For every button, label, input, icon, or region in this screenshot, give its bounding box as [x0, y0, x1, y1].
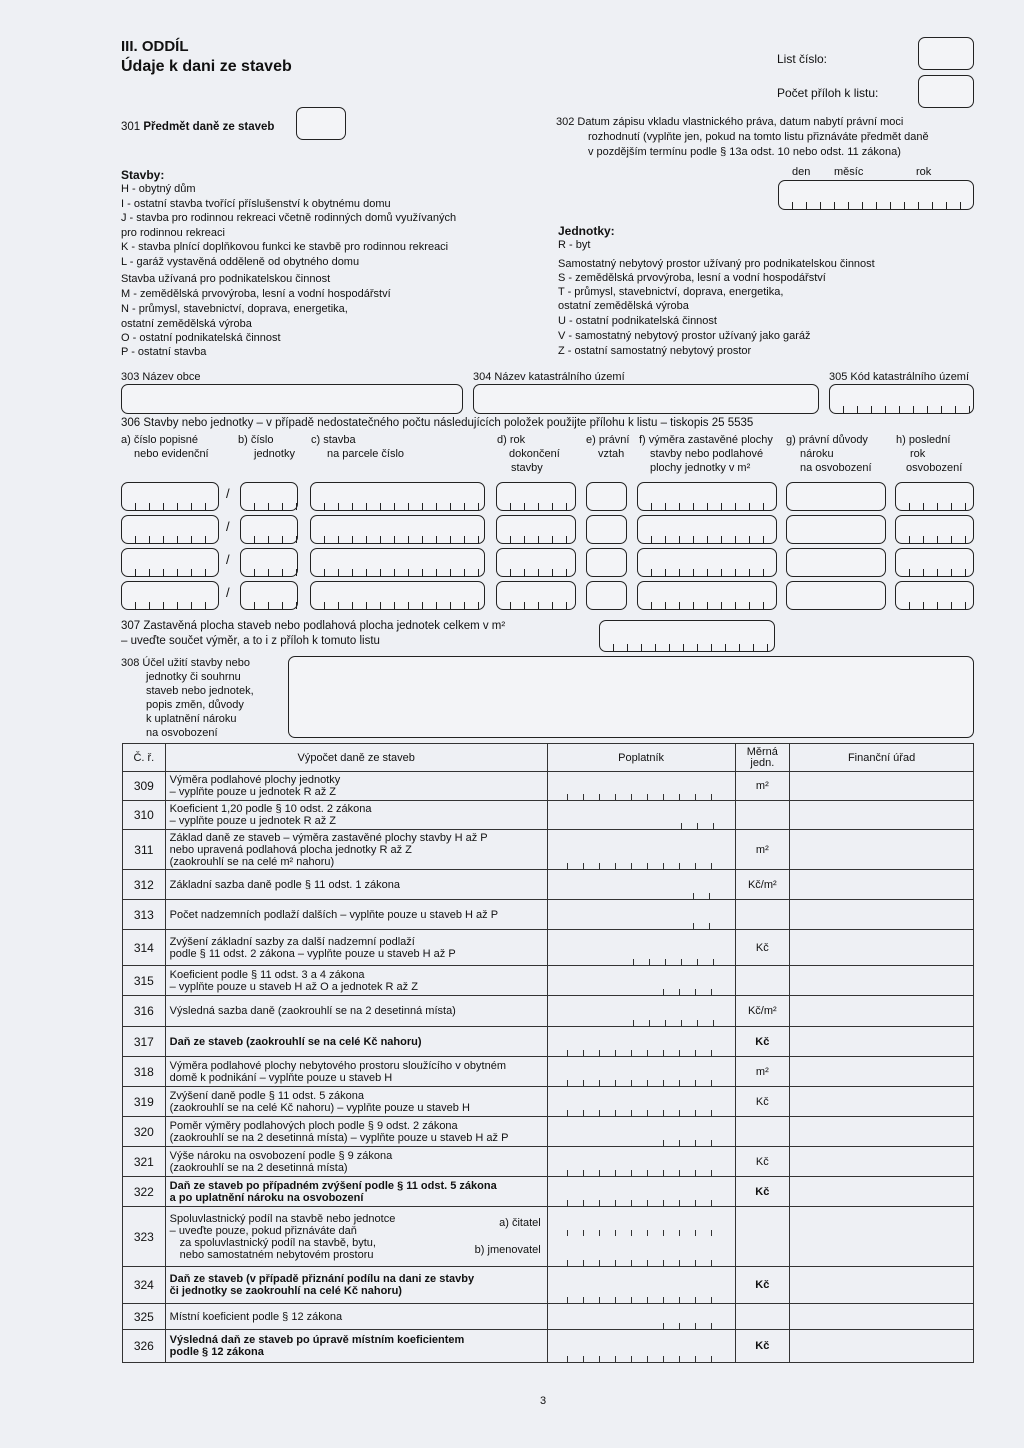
f305-field[interactable] [829, 384, 974, 414]
unit [735, 1117, 790, 1147]
col-header: Měrná jedn. [735, 744, 790, 772]
row-desc: Daň ze staveb (v případě přiznání podílu na dani ze stavby či jednotky se zaokrouhlí na celé Kč nahoru) [165, 1267, 547, 1304]
table-row [123, 1330, 974, 1363]
col-label: osvobození [906, 462, 963, 474]
unit: m² [735, 1057, 790, 1087]
office-field [790, 1027, 974, 1057]
pravni-vztah-field[interactable] [586, 548, 627, 577]
f302-text2: rozhodnutí (vyplňte jen, pokud na tomto listu přiznáváte předmět daně [588, 131, 929, 143]
col-label: dokončení [509, 448, 560, 460]
table-row [123, 996, 974, 1027]
col-label: na osvobození [800, 462, 872, 474]
pravni-vztah-field[interactable] [586, 482, 627, 511]
taxpayer-field[interactable] [547, 930, 735, 966]
row-no: 318 [123, 1057, 166, 1087]
table-row [123, 1177, 974, 1207]
row-no: 323 [123, 1207, 166, 1267]
attachments-field[interactable] [918, 75, 974, 108]
row-desc: Daň ze staveb (zaokrouhlí se na celé Kč nahoru) [165, 1027, 547, 1057]
unit: m² [735, 772, 790, 801]
unit [735, 1207, 790, 1267]
col-label: stavby nebo podlahové [650, 448, 764, 460]
col-label: nároku [800, 448, 834, 460]
pravni-duvody-field[interactable] [786, 482, 886, 511]
table-row [123, 900, 974, 930]
f307-field[interactable] [599, 620, 775, 652]
row-desc: Spoluvlastnický podíl na stavbě nebo jednotce – uveďte pouze, pokud přiznáváte daň za spoluvlastnický podíl na stavbě, bytu, nebo samostatném nebytovém prostoru a) čitatel b) jmenovatel [165, 1207, 547, 1267]
jednotky-line: U - ostatní podnikatelská činnost [558, 315, 717, 327]
office-field [790, 1330, 974, 1363]
table-row [123, 830, 974, 870]
table-row [123, 1147, 974, 1177]
col-header: Výpočet daně ze staveb [165, 744, 547, 772]
stavby-line: P - ostatní stavba [121, 346, 207, 358]
pravni-duvody-field[interactable] [786, 581, 886, 610]
taxpayer-field[interactable] [547, 1177, 735, 1207]
stavby-line: I - ostatní stavba tvořící příslušenství k obytnému domu [121, 198, 391, 210]
row-desc: Zvýšení základní sazby za další nadzemní podlaží podle § 11 odst. 2 zákona – vyplňte pouze u staveb H až P [165, 930, 547, 966]
office-field [790, 1117, 974, 1147]
section-title: III. ODDÍL [121, 38, 189, 55]
col-label: d) rok [497, 434, 526, 446]
rok-dokonceni-field[interactable] [496, 482, 576, 511]
f308-line: k uplatnění nároku [146, 713, 237, 725]
taxpayer-field[interactable] [547, 966, 735, 996]
unit [735, 966, 790, 996]
jednotky-line: Z - ostatní samostatný nebytový prostor [558, 345, 752, 357]
f307-line1: 307 Zastavěná plocha staveb nebo podlahová plocha jednotek celkem v m² [121, 620, 506, 632]
pravni-vztah-field[interactable] [586, 515, 627, 544]
cislo-jednotky-field[interactable] [240, 482, 298, 511]
office-field [790, 1057, 974, 1087]
slash: / [226, 486, 230, 501]
sheet-no-label: List číslo: [777, 52, 828, 66]
table-row [123, 1057, 974, 1087]
pravni-duvody-field[interactable] [786, 515, 886, 544]
cislo-popisne-field[interactable] [121, 482, 219, 511]
attachments-label: Počet příloh k listu: [777, 86, 879, 100]
f301-label: 301 Předmět daně ze staveb [121, 121, 275, 133]
col-label: rok [910, 448, 926, 460]
calc-table [122, 743, 974, 1363]
stavby-line: N - průmysl, stavebnictví, doprava, energetika, [121, 303, 348, 315]
unit: Kč [735, 1087, 790, 1117]
f304-field[interactable] [473, 384, 819, 414]
stavby-line: J - stavba pro rodinnou rekreaci včetně rodinných domů využívaných [121, 212, 457, 224]
taxpayer-field[interactable] [547, 1117, 735, 1147]
jednotky-line: T - průmysl, stavebnictví, doprava, energetika, [558, 286, 784, 298]
jednotky-line: V - samostatný nebytový prostor užívaný jako garáž [558, 330, 811, 342]
vymera-field[interactable] [637, 548, 777, 577]
f303-label: 303 Název obce [121, 371, 201, 383]
row-no: 313 [123, 900, 166, 930]
unit: Kč [735, 1147, 790, 1177]
office-field [790, 1267, 974, 1304]
page-number: 3 [540, 1395, 547, 1407]
row-no: 325 [123, 1304, 166, 1330]
row-desc: Počet nadzemních podlaží dalších – vyplňte pouze u staveb H až P [165, 900, 547, 930]
f308-field[interactable] [288, 656, 974, 738]
parcela-field[interactable] [310, 548, 485, 577]
unit: Kč/m² [735, 996, 790, 1027]
row-desc: Výměra podlahové plochy nebytového prostoru sloužícího v obytném domě k podnikání – vyplňte pouze u staveb H [165, 1057, 547, 1087]
posledni-rok-field[interactable] [895, 581, 974, 610]
row-desc: Výsledná daň ze staveb po úpravě místním koeficientem podle § 12 zákona [165, 1330, 547, 1363]
stavby-heading: Stavby: [121, 168, 165, 182]
office-field [790, 772, 974, 801]
f301-field[interactable] [296, 107, 346, 140]
row-desc: Koeficient 1,20 podle § 10 odst. 2 zákona – vyplňte pouze u jednotek R až Z [165, 801, 547, 830]
office-field [790, 1304, 974, 1330]
office-field [790, 830, 974, 870]
f308-line: 308 Účel užití stavby nebo [121, 657, 251, 669]
col-label: plochy jednotky v m² [650, 462, 751, 474]
posledni-rok-field[interactable] [895, 482, 974, 511]
stavby-line: O - ostatní podnikatelská činnost [121, 332, 281, 344]
table-row [123, 930, 974, 966]
stavby-line: K - stavba plnící doplňkovou funkci ke stavbě pro rodinnou rekreaci [121, 241, 449, 253]
vymera-field[interactable] [637, 482, 777, 511]
taxpayer-field[interactable] [547, 1304, 735, 1330]
f303-field[interactable] [121, 384, 463, 414]
col-header: Č. ř. [123, 744, 166, 772]
col-label: vztah [598, 448, 625, 460]
jednotky-line: S - zemědělská prvovýroba, lesní a vodní hospodářství [558, 272, 826, 284]
row-desc: Zvýšení daně podle § 11 odst. 5 zákona (zaokrouhlí se na celé Kč nahoru) – vyplňte pouze u staveb H [165, 1087, 547, 1117]
parcela-field[interactable] [310, 581, 485, 610]
unit: Kč [735, 1330, 790, 1363]
row-no: 317 [123, 1027, 166, 1057]
row-desc: Výsledná sazba daně (zaokrouhlí se na 2 desetinná místa) [165, 996, 547, 1027]
table-row [123, 801, 974, 830]
col-label: b) číslo [238, 434, 274, 446]
cislo-popisne-field[interactable] [121, 548, 219, 577]
office-field [790, 1207, 974, 1267]
slash: / [226, 585, 230, 600]
row-desc: Místní koeficient podle § 12 zákona [165, 1304, 547, 1330]
row-no: 316 [123, 996, 166, 1027]
col-label: stavby [511, 462, 543, 474]
stavby-line: M - zemědělská prvovýroba, lesní a vodní hospodářství [121, 288, 391, 300]
slash: / [226, 519, 230, 534]
stavby-line: L - garáž vystavěná odděleně od obytného domu [121, 256, 360, 268]
cislo-jednotky-field[interactable] [240, 515, 298, 544]
sheet-no-field[interactable] [918, 37, 974, 70]
taxpayer-field[interactable] [547, 1267, 735, 1304]
cislo-jednotky-field[interactable] [240, 581, 298, 610]
unit: Kč [735, 1177, 790, 1207]
row-no: 310 [123, 801, 166, 830]
parcela-field[interactable] [310, 515, 485, 544]
jednotky-line: R - byt [558, 239, 591, 251]
taxpayer-field[interactable] [547, 801, 735, 830]
col-label: nebo evidenční [134, 448, 209, 460]
f305-label: 305 Kód katastrálního území [829, 371, 970, 383]
row-no: 315 [123, 966, 166, 996]
table-row [123, 966, 974, 996]
col-label: jednotky [254, 448, 295, 460]
posledni-rok-field[interactable] [895, 548, 974, 577]
jednotky-heading: Jednotky: [558, 224, 615, 238]
stavby-line: Stavba užívaná pro podnikatelskou činnost [121, 273, 331, 285]
unit [735, 1304, 790, 1330]
row-desc: Daň ze staveb po případném zvýšení podle § 11 odst. 5 zákona a po uplatnění nároku na osvobození [165, 1177, 547, 1207]
date-month-label: měsíc [834, 166, 864, 178]
office-field [790, 900, 974, 930]
row-no: 314 [123, 930, 166, 966]
office-field [790, 1147, 974, 1177]
unit: Kč/m² [735, 870, 790, 900]
f308-line: popis změn, důvody [146, 699, 244, 711]
col-label: a) číslo popisné [121, 434, 199, 446]
taxpayer-field[interactable] [547, 1027, 735, 1057]
parcela-field[interactable] [310, 482, 485, 511]
vymera-field[interactable] [637, 581, 777, 610]
taxpayer-field[interactable] [547, 772, 735, 801]
row-desc: Poměr výměry podlahových ploch podle § 9 odst. 2 zákona (zaokrouhlí se na 2 desetinná místa) – vyplňte pouze u staveb H až P [165, 1117, 547, 1147]
unit [735, 801, 790, 830]
jednotky-line: Samostatný nebytový prostor užívaný pro podnikatelskou činnost [558, 258, 875, 270]
f306-label: 306 Stavby nebo jednotky – v případě nedostatečného počtu následujících položek použijte přílohu k listu – tiskopis 25 5535 [121, 417, 754, 429]
f307-line2: – uveďte součet výměr, a to i z příloh k tomuto listu [121, 635, 380, 647]
col-label: c) stavba [311, 434, 356, 446]
row-no: 322 [123, 1177, 166, 1207]
table-row [123, 1207, 974, 1267]
cislo-popisne-field[interactable] [121, 515, 219, 544]
table-row [123, 1267, 974, 1304]
office-field [790, 930, 974, 966]
rok-dokonceni-field[interactable] [496, 548, 576, 577]
row-no: 320 [123, 1117, 166, 1147]
taxpayer-field[interactable] [547, 1147, 735, 1177]
row-no: 326 [123, 1330, 166, 1363]
cislo-popisne-field[interactable] [121, 581, 219, 610]
table-row [123, 1304, 974, 1330]
taxpayer-field[interactable] [547, 1087, 735, 1117]
rok-dokonceni-field[interactable] [496, 515, 576, 544]
table-row [123, 772, 974, 801]
taxpayer-field[interactable] [547, 1330, 735, 1363]
table-row [123, 1087, 974, 1117]
table-row [123, 1027, 974, 1057]
col-label: h) poslední [896, 434, 951, 446]
office-field [790, 1177, 974, 1207]
col-header: Finanční úřad [790, 744, 974, 772]
f308-line: na osvobození [146, 727, 218, 739]
date-day-label: den [792, 166, 811, 178]
col-label: na parcele číslo [327, 448, 405, 460]
f308-line: jednotky či souhrnu [146, 671, 241, 683]
unit: m² [735, 830, 790, 870]
pravni-vztah-field[interactable] [586, 581, 627, 610]
row-no: 311 [123, 830, 166, 870]
office-field [790, 1087, 974, 1117]
unit: Kč [735, 1027, 790, 1057]
row-desc: Koeficient podle § 11 odst. 3 a 4 zákona – vyplňte pouze u staveb H až O a jednotek R až Z [165, 966, 547, 996]
row-no: 312 [123, 870, 166, 900]
unit [735, 900, 790, 930]
stavby-line: pro rodinnou rekreaci [121, 227, 225, 239]
taxpayer-field[interactable] [547, 870, 735, 900]
row-desc: Výše nároku na osvobození podle § 9 zákona (zaokrouhlí se na 2 desetinná místa) [165, 1147, 547, 1177]
pravni-duvody-field[interactable] [786, 548, 886, 577]
cislo-jednotky-field[interactable] [240, 548, 298, 577]
office-field [790, 996, 974, 1027]
slash: / [226, 552, 230, 567]
row-no: 321 [123, 1147, 166, 1177]
row-desc: Základ daně ze staveb – výměra zastavěné plochy stavby H až P nebo upravená podlahová plocha jednotky R až Z (zaokrouhlí se na celé m² nahoru) [165, 830, 547, 870]
table-row [123, 870, 974, 900]
unit: Kč [735, 1267, 790, 1304]
office-field [790, 870, 974, 900]
row-no: 309 [123, 772, 166, 801]
col-header: Poplatník [547, 744, 735, 772]
taxpayer-field[interactable] [547, 830, 735, 870]
jednotky-line: ostatní zemědělská výroba [558, 300, 689, 312]
f308-line: staveb nebo jednotek, [146, 685, 254, 697]
row-no: 324 [123, 1267, 166, 1304]
table-row [123, 1117, 974, 1147]
stavby-line: H - obytný dům [121, 183, 196, 195]
f302-date-field[interactable] [778, 180, 974, 210]
vymera-field[interactable] [637, 515, 777, 544]
f304-label: 304 Název katastrálního území [473, 371, 625, 383]
date-year-label: rok [916, 166, 932, 178]
f302-text1: 302 Datum zápisu vkladu vlastnického práva, datum nabytí právní moci [556, 116, 904, 128]
col-label: e) právní [586, 434, 630, 446]
col-label: f) výměra zastavěné plochy [639, 434, 773, 446]
row-desc: Základní sazba daně podle § 11 odst. 1 zákona [165, 870, 547, 900]
col-label: g) právní důvody [786, 434, 868, 446]
form-title: Údaje k dani ze staveb [121, 58, 292, 75]
row-desc: Výměra podlahové plochy jednotky – vyplňte pouze u jednotek R až Z [165, 772, 547, 801]
taxpayer-field[interactable] [547, 1207, 735, 1267]
taxpayer-field[interactable] [547, 1057, 735, 1087]
taxpayer-field[interactable] [547, 996, 735, 1027]
stavby-line: ostatní zemědělská výroba [121, 318, 252, 330]
taxpayer-field[interactable] [547, 900, 735, 930]
office-field [790, 966, 974, 996]
posledni-rok-field[interactable] [895, 515, 974, 544]
unit: Kč [735, 930, 790, 966]
row-no: 319 [123, 1087, 166, 1117]
f302-text3: v pozdějším termínu podle § 13a odst. 10 nebo odst. 11 zákona) [588, 146, 901, 158]
office-field [790, 801, 974, 830]
rok-dokonceni-field[interactable] [496, 581, 576, 610]
